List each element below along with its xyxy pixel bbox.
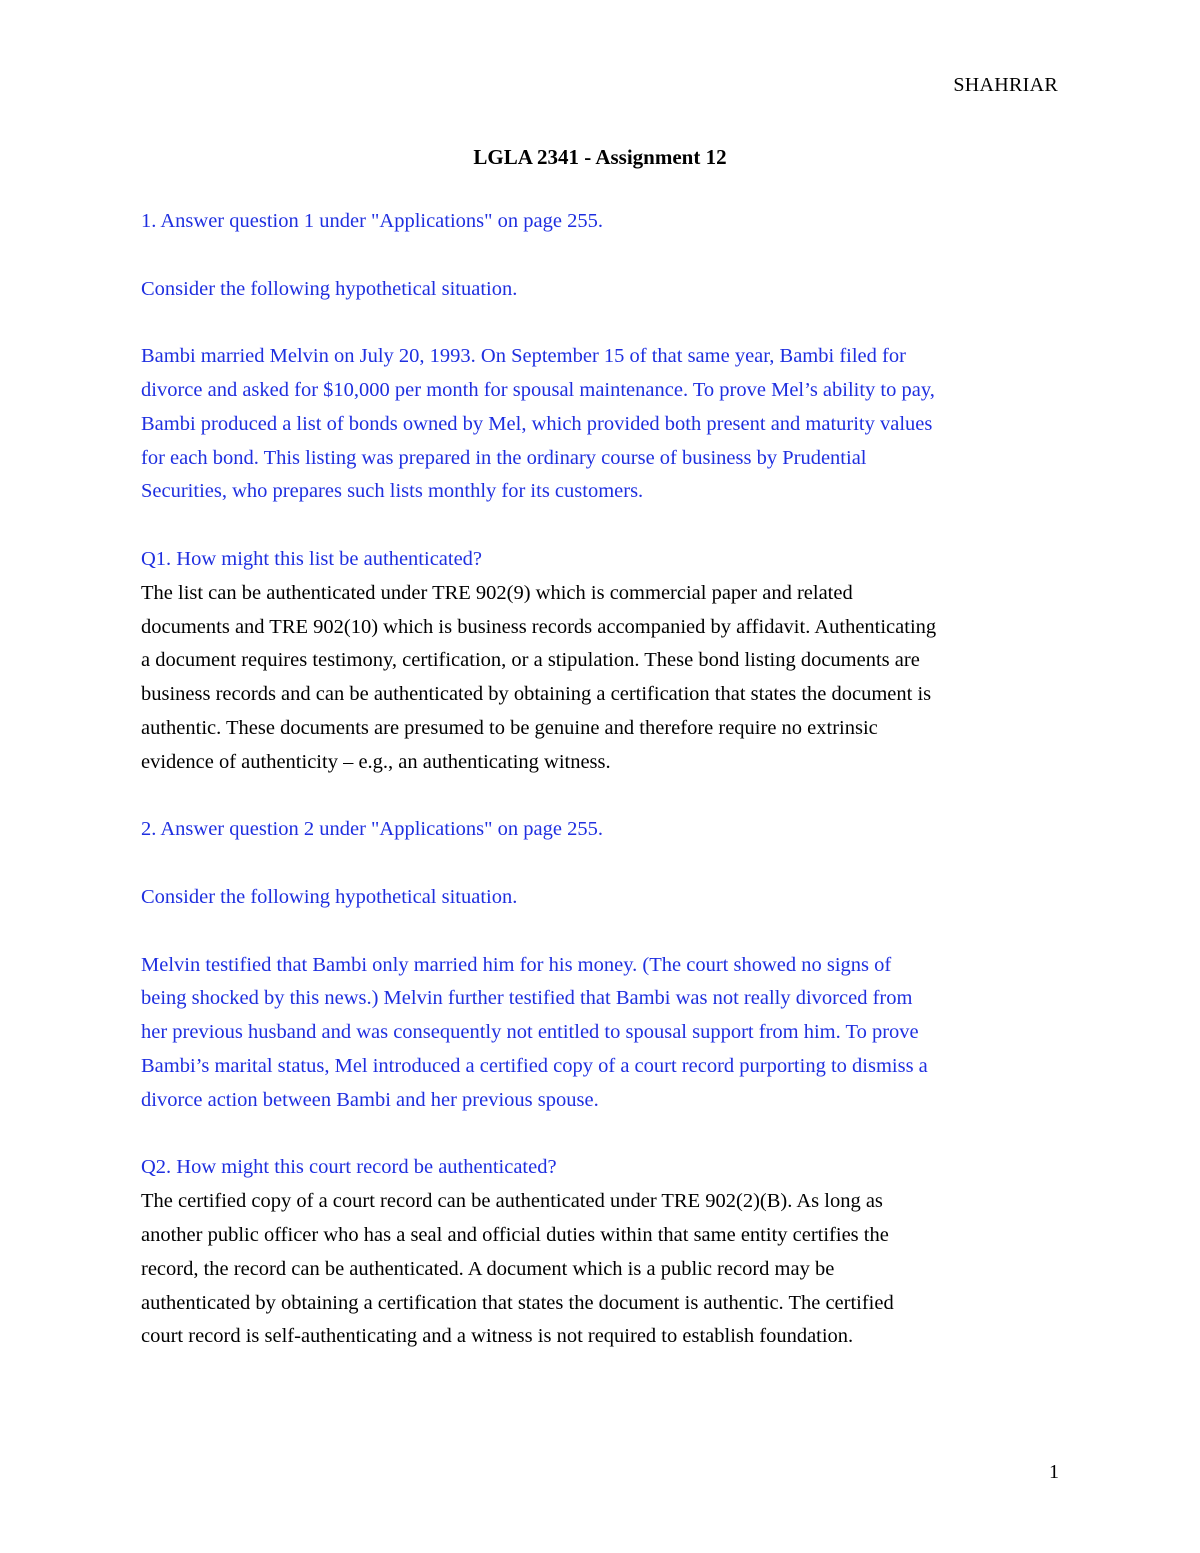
- section2-lead: Consider the following hypothetical situation.: [141, 885, 518, 908]
- answer-line: documents and TRE 902(10) which is business records accompanied by affidavit. Authenticating: [141, 615, 937, 638]
- answer-line: a document requires testimony, certification, or a stipulation. These bond listing documents are: [141, 649, 920, 672]
- scenario-line: for each bond. This listing was prepared in the ordinary course of business by Prudential: [141, 446, 867, 469]
- section1-answer: [141, 577, 1061, 780]
- answer-line: another public officer who has a seal and official duties within that same entity certifies the: [141, 1223, 889, 1246]
- scenario-line: divorce action between Bambi and her previous spouse.: [141, 1088, 599, 1111]
- section1-lead: Consider the following hypothetical situation.: [141, 277, 518, 300]
- section2-instruction: 2. Answer question 2 under "Applications" on page 255.: [141, 818, 603, 841]
- section2-scenario: [141, 949, 1061, 1118]
- answer-line: authenticated by obtaining a certification that states the document is authentic. The certified: [141, 1291, 894, 1314]
- answer-line: record, the record can be authenticated. A document which is a public record may be: [141, 1257, 835, 1280]
- header-author-name: SHAHRIAR: [953, 74, 1058, 96]
- section1-scenario: [141, 340, 1061, 509]
- section2-answer: [141, 1185, 1061, 1354]
- document-body: [141, 205, 1061, 1354]
- document-title: LGLA 2341 - Assignment 12: [473, 145, 727, 169]
- scenario-line: Melvin testified that Bambi only married him for his money. (The court showed no signs of: [141, 953, 892, 976]
- section1-question: Q1. How might this list be authenticated?: [141, 547, 483, 570]
- scenario-line: Bambi married Melvin on July 20, 1993. On September 15 of that same year, Bambi filed for: [141, 345, 906, 368]
- scenario-line: being shocked by this news.) Melvin further testified that Bambi was not really divorced from: [141, 987, 913, 1010]
- section2-question: Q2. How might this court record be authenticated?: [141, 1156, 557, 1179]
- page-number: 1: [1049, 1461, 1059, 1483]
- scenario-line: Bambi produced a list of bonds owned by Mel, which provided both present and maturity values: [141, 412, 933, 435]
- scenario-line: Bambi’s marital status, Mel introduced a certified copy of a court record purporting to dismiss a: [141, 1054, 928, 1077]
- scenario-line: her previous husband and was consequently not entitled to spousal support from him. To prove: [141, 1021, 919, 1044]
- answer-line: business records and can be authenticated by obtaining a certification that states the document is: [141, 683, 932, 706]
- answer-line: The certified copy of a court record can be authenticated under TRE 902(2)(B). As long as: [141, 1190, 883, 1213]
- scenario-line: divorce and asked for $10,000 per month for spousal maintenance. To prove Mel’s ability to pay,: [141, 378, 935, 401]
- scenario-line: Securities, who prepares such lists monthly for its customers.: [141, 480, 644, 503]
- answer-line: authentic. These documents are presumed to be genuine and therefore require no extrinsic: [141, 716, 878, 739]
- answer-line: evidence of authenticity – e.g., an authenticating witness.: [141, 750, 611, 773]
- section1-instruction: 1. Answer question 1 under "Applications" on page 255.: [141, 210, 603, 232]
- answer-line: The list can be authenticated under TRE 902(9) which is commercial paper and related: [141, 581, 853, 604]
- answer-line: court record is self-authenticating and a witness is not required to establish foundation.: [141, 1325, 854, 1348]
